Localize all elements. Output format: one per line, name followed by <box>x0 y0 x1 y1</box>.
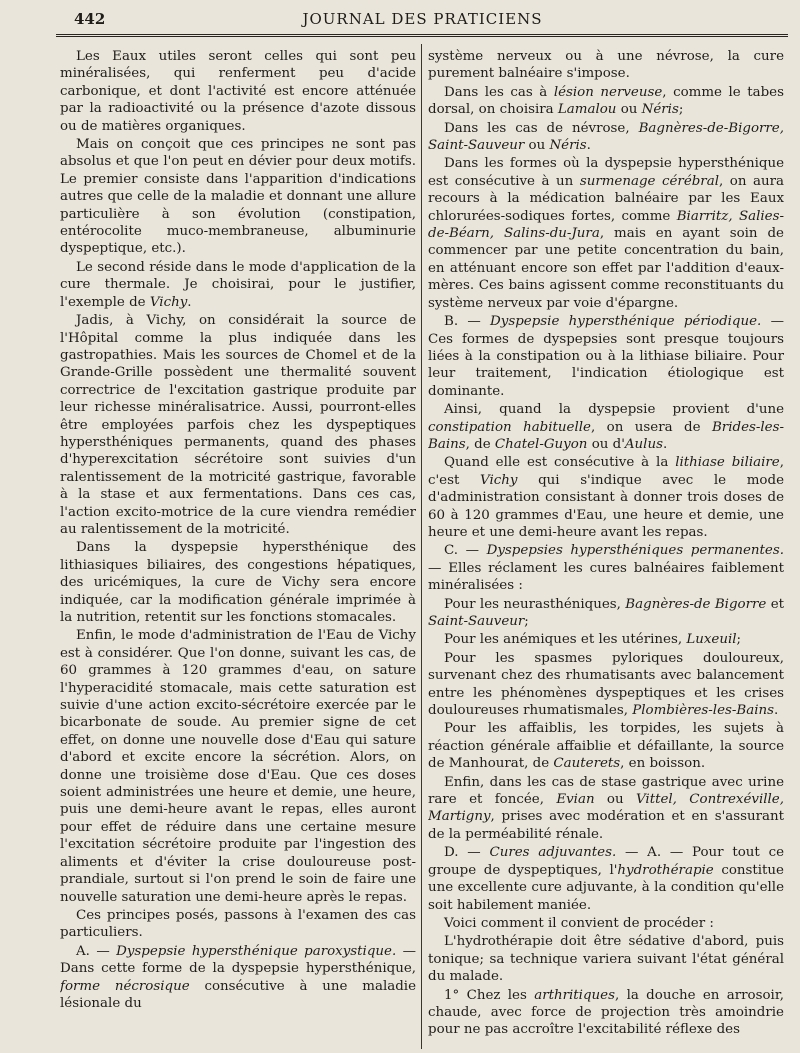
left-column <box>60 48 416 1048</box>
page-number: 442 <box>74 10 106 28</box>
text-run: , en boisson. <box>620 756 706 772</box>
italic-text: Dyspepsie hypersthénique paroxystique. <box>116 943 397 959</box>
text-run: . <box>662 436 668 452</box>
text-run: ; <box>524 614 529 629</box>
text-run: B. — <box>444 314 491 330</box>
text-run: Ainsi, quand la dyspepsie provient d'une <box>444 402 784 418</box>
text-run: qui s'indique avec le mode d'administration consistant à donner trois doses de 60 à 120 grammes d'Eau, une heure et demie, une heure et une demi-heure avant les repas. <box>428 472 784 540</box>
text-run: Enfin, le mode d'administration de l'Eau de Vichy est à considérer. Que l'on donne, suivant les cas, de 60 grammes à 120 grammes d'eau, on sature l'hyperacidité stomacale, mais cette saturation est suivie d'une action excito-sécrétoire exercée par le bicarbonate de soude. Au premier signe de cet effet, on donne une nouvelle dose d'Eau qui sature d'abord et excite encore la sécrétion. Alors, on donne une troisième dose d'Eau. Que ces doses soient administrées une heure et demie, une heure, puis une demi-heure avant le repas, elles auront pour effet de réduire dans une certaine mesure l'excitation sécrétoire produite par l'ingestion des aliments et d'éviter la crise douloureuse post-prandiale, surtout si l'on prend le soin de faire une nouvelle saturation une demi-heure après le repas. <box>60 628 416 905</box>
italic-text: Bagnères-de Bigorre <box>625 596 767 612</box>
paragraph <box>60 539 416 626</box>
italic-text: Plombières-les-Bains <box>632 703 775 719</box>
text-run: ou d' <box>587 436 625 452</box>
text-run: Jadis, à Vichy, on considérait la source de l'Hôpital comme la plus indiquée dans les gastropathies. Mais les sources de Chomel et de la Grande-Grille possèdent une thermalité souvent correctrice de l'excitation gastrique produite par leur richesse minéralisatrice. Aussi, pourront-elles être employées parfois chez les dyspeptiques hypersthéniques permanents, quand des phases d'hyperexcitation sécrétoire sont suivies d'un ralentissement de la motricité gastrique, favorable à la stase et aux fermentations. Dans ces cas, l'action excito-motrice de la cure viendra remédier au ralentissement de la motricité. <box>60 313 416 537</box>
paragraph <box>428 48 784 83</box>
text-run: Pour les spasmes pyloriques douloureux, survenant chez des rhumatisants avec balancement entre les phénomènes dyspeptiques et les crises douloureuses rhumatismales, <box>428 650 784 719</box>
text-run: Dans les formes où la dyspepsie hypersthénique est consécutive à un <box>428 156 784 189</box>
paragraph <box>428 454 784 541</box>
text-run: Dans la dyspepsie hypersthénique des lithiasiques biliaires, des congestions hépatiques, des uricémiques, la cure de Vichy sera encore indiquée, car la modification générale imprimée à la nutrition, retentit sur les fonctions stomacales. <box>60 540 416 625</box>
text-run: — Elles réclament les cures balnéaires faiblement minéralisées : <box>428 560 784 594</box>
paragraph <box>60 259 416 311</box>
italic-text: Dyspepsie hypersthénique périodique. <box>490 314 762 330</box>
paragraph <box>428 596 784 631</box>
text-run: — Dans cette forme de la dyspepsie hypersthénique, <box>60 943 416 977</box>
paragraph <box>428 84 784 119</box>
italic-text: Vichy <box>480 472 518 488</box>
italic-text: Néris <box>641 102 679 118</box>
italic-text: Brides-les-Bains <box>428 419 784 452</box>
text-run: ; <box>736 632 742 648</box>
paragraph <box>428 313 784 400</box>
text-run: Mais on conçoit que ces principes ne sont pas absolus et que l'on peut en dévier pour deux motifs. Le premier consiste dans l'apparition d'indications autres que celle de la maladie et donnant une allure particulière à son évolution (constipation, entérocolite muco-membraneuse, albuminurie dyspeptique, etc.). <box>60 137 416 257</box>
text-run: — Ces formes de dyspepsies sont presque toujours liées à la constipation ou à la lithiase biliaire. Pour leur traitement, l'indication étiologique est dominante. <box>428 314 784 399</box>
running-header <box>60 8 785 36</box>
paragraph <box>428 933 784 985</box>
text-run: Dans les cas à <box>444 84 554 100</box>
text-run: C. — <box>444 543 487 559</box>
italic-text: Aulus <box>624 436 663 452</box>
text-run: Enfin, dans les cas de stase gastrique avec urine rare et foncée, <box>428 774 784 808</box>
paragraph <box>428 915 784 932</box>
italic-text: Néris <box>549 138 587 154</box>
paragraph <box>60 48 416 135</box>
italic-text: Lamalou <box>557 102 617 118</box>
paragraph <box>428 720 784 772</box>
text-run: — A. — Pour tout ce groupe de dyspeptiques, l' <box>428 845 784 878</box>
text-run: Pour les affaiblis, les torpides, les sujets à réaction générale affaiblie et défaillante, la source de Manhourat, de <box>428 721 784 772</box>
text-run: 1° Chez les <box>444 987 535 1003</box>
header-rule <box>56 34 788 37</box>
text-run: ou <box>524 138 550 154</box>
text-run: Voici comment il convient de procéder : <box>444 915 714 931</box>
text-run: A. — <box>76 943 117 959</box>
text-run: D. — <box>444 845 490 861</box>
paragraph <box>428 987 784 1039</box>
column-divider <box>421 44 422 1049</box>
paragraph <box>60 136 416 258</box>
text-run: Ces principes posés, passons à l'examen des cas particuliers. <box>60 907 416 941</box>
text-run: Quand elle est consécutive à la <box>444 455 676 471</box>
italic-text: Luxeuil <box>686 632 737 648</box>
text-run: . <box>187 294 192 310</box>
italic-text: surmenage cérébral <box>579 173 719 189</box>
italic-text: arthritiques <box>534 987 615 1003</box>
text-run: ou <box>616 102 642 118</box>
text-run: Pour les anémiques et les utérines, <box>444 632 687 648</box>
paragraph <box>428 631 784 648</box>
italic-text: Vittel, Contrexéville, Martigny <box>428 792 784 825</box>
text-run: , la douche en arrosoir, chaude, avec force de projection très amoindrie pour ne pas accroître l'excitabilité réflexe des <box>428 987 784 1038</box>
text-run: , c'est <box>428 455 784 488</box>
italic-text: Bagnères-de-Bigorre, Saint-Sauveur <box>428 120 784 154</box>
paragraph <box>60 907 416 942</box>
italic-text: Biarritz, Salies-de-Béarn, Salins-du-Jura <box>428 208 784 242</box>
text-run: système nerveux ou à une névrose, la cure purement balnéaire s'impose. <box>428 49 784 82</box>
italic-text: Vichy <box>149 294 188 310</box>
text-run: Le second réside dans le mode d'application de la cure thermale. Je choisirai, pour le justifier, l'exemple de <box>60 259 416 310</box>
text-run: ; <box>678 102 684 118</box>
text-run: Pour les neurasthéniques, <box>444 596 626 612</box>
text-run: , de <box>465 436 495 452</box>
paragraph <box>428 650 784 720</box>
text-run: Les Eaux utiles seront celles qui sont peu minéralisées, qui renferment peu d'acide carbonique, et dont l'activité est encore atténuée par la radioactivité ou la présence d'azote dissous ou de matières organiques. <box>60 49 416 134</box>
italic-text: lithiase biliaire <box>675 455 780 471</box>
text-run: et <box>766 596 784 612</box>
italic-text: hydrothérapie <box>617 862 714 878</box>
journal-title: JOURNAL DES PRATICIENS <box>302 10 543 28</box>
right-column <box>428 48 784 1048</box>
text-run: , on aura recours à la médication balnéaire par les Eaux chlorurées-sodiques fortes, comme <box>428 173 784 224</box>
paragraph <box>428 844 784 914</box>
italic-text: lésion nerveuse <box>553 84 663 100</box>
paragraph <box>428 155 784 312</box>
italic-text: Saint-Sauveur <box>428 614 525 629</box>
italic-text: Cures adjuvantes. <box>489 845 617 861</box>
paragraph <box>428 120 784 155</box>
text-run: , prises avec modération et en s'assurant de la perméabilité rénale. <box>428 809 784 842</box>
text-run: Dans les cas de névrose, <box>444 120 639 136</box>
text-run: . <box>774 703 779 719</box>
paragraph <box>60 943 416 1013</box>
text-run: L'hydrothérapie doit être sédative d'abord, puis tonique; sa technique variera suivant l'état général du malade. <box>428 934 784 985</box>
text-run: , on usera de <box>590 419 712 435</box>
paragraph <box>60 627 416 906</box>
italic-text: Cauterets <box>553 756 621 772</box>
paragraph <box>60 312 416 538</box>
paragraph <box>428 401 784 453</box>
text-run: , mais en ayant soin de commencer par une petite concentration du bain, en atténuant encore son effet par l'addition d'eaux-mères. Ces bains agissent comme reconstituants du système nerveux par voie d'épargne. <box>428 226 784 311</box>
text-run: ou <box>594 792 636 808</box>
italic-text: Dyspepsies hypersthéniques permanentes. <box>486 543 784 559</box>
paragraph <box>428 774 784 844</box>
text-run: , comme le tabes dorsal, on choisira <box>428 84 784 118</box>
text-run: constitue une excellente cure adjuvante, à la condition qu'elle soit habilement maniée. <box>428 862 784 913</box>
italic-text: Evian <box>556 792 595 808</box>
italic-text: forme nécrosique <box>60 978 190 994</box>
text-run: . <box>586 138 591 154</box>
italic-text: constipation habituelle <box>428 419 591 435</box>
text-run: consécutive à une maladie lésionale du <box>60 978 416 1011</box>
italic-text: Chatel-Guyon <box>494 436 588 452</box>
paragraph <box>428 542 784 594</box>
